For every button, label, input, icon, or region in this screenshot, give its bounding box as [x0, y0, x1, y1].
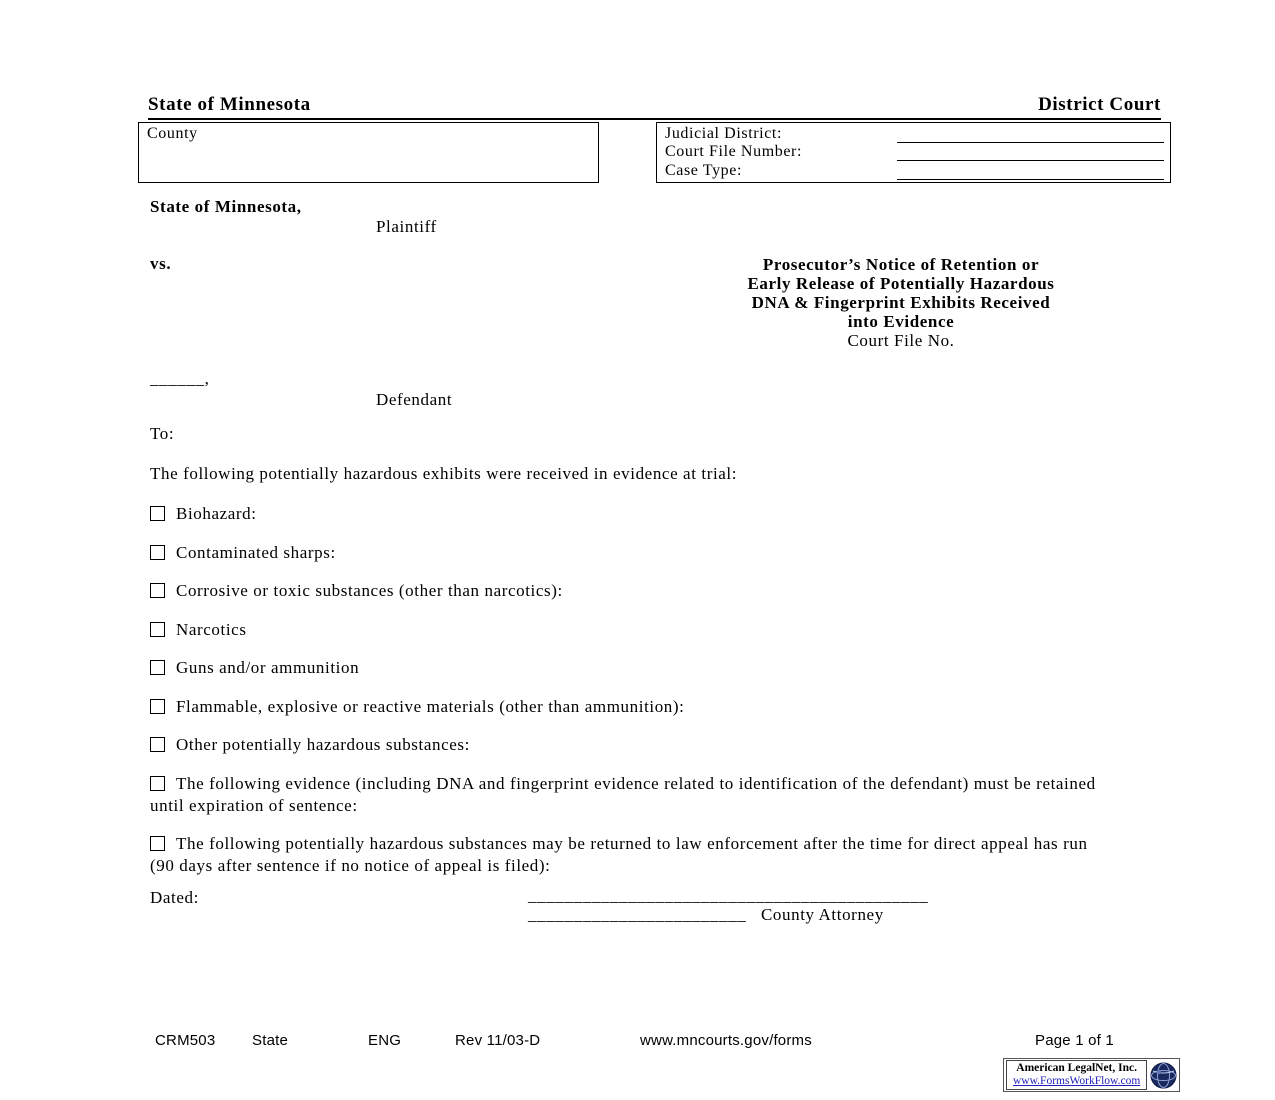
vs-label: vs.	[150, 254, 172, 273]
checkbox[interactable]	[150, 699, 165, 714]
checkbox[interactable]	[150, 622, 165, 637]
signature-blank-line[interactable]: ________________________	[528, 905, 747, 924]
form-number: CRM503	[155, 1032, 216, 1049]
notice-title-line-1: Prosecutor’s Notice of Retention or	[762, 255, 1040, 274]
checkbox-item-contaminated-sharps	[150, 542, 1115, 564]
checkbox-label: Contaminated sharps:	[176, 542, 336, 562]
court-file-number-label: Court File Number:	[665, 143, 803, 161]
checkbox-item-narcotics	[150, 619, 1115, 641]
county-label: County	[147, 125, 198, 142]
formsworkflow-link[interactable]: www.FormsWorkFlow.com	[1013, 1075, 1141, 1087]
checkbox-label: The following potentially hazardous substances may be returned to law enforcement after the time for direct appeal has run (90 days after sentence if no notice of appeal is filed):	[150, 834, 1088, 875]
notice-title-line-3: DNA & Fingerprint Exhibits Received	[751, 293, 1051, 312]
court-file-number-row	[665, 143, 1164, 162]
court-file-no-label: Court File No.	[847, 331, 955, 350]
judicial-district-blank[interactable]	[897, 127, 1164, 143]
checkbox[interactable]	[150, 737, 165, 752]
court-info-box	[656, 122, 1171, 183]
legalnet-text-box	[1006, 1060, 1147, 1090]
checkbox-item-return-to-law-enforcement	[150, 833, 1115, 877]
checkbox-label: The following evidence (including DNA and fingerprint evidence related to identification of the defendant) must be retained until expiration of sentence:	[150, 773, 1096, 815]
checkbox-item-guns-ammunition	[150, 657, 1115, 679]
checkbox[interactable]	[150, 776, 165, 791]
dated-blank-line[interactable]: ____________________________________________	[528, 886, 929, 905]
case-type-blank[interactable]	[897, 164, 1164, 180]
defendant-label: Defendant	[376, 390, 453, 409]
notice-title-line-2: Early Release of Potentially Hazardous	[747, 274, 1055, 293]
exhibit-checkbox-list	[150, 503, 1115, 894]
globe-icon	[1150, 1062, 1177, 1089]
checkbox-item-other-hazardous	[150, 734, 1115, 756]
signature-row	[528, 905, 884, 925]
checkbox-item-biohazard	[150, 503, 1115, 525]
plaintiff-name: State of Minnesota,	[150, 197, 302, 216]
notice-title	[656, 255, 1146, 350]
checkbox-label: Other potentially hazardous substances:	[176, 735, 470, 754]
court-file-number-blank[interactable]	[897, 145, 1164, 161]
checkbox-label: Narcotics	[176, 619, 247, 639]
checkbox-label: Flammable, explosive or reactive materials (other than ammunition):	[176, 696, 685, 716]
checkbox[interactable]	[150, 836, 165, 851]
plaintiff-label: Plaintiff	[376, 217, 437, 236]
form-language-label: ENG	[368, 1032, 402, 1049]
checkbox-label: Biohazard:	[176, 504, 257, 523]
to-label: To:	[150, 424, 175, 443]
checkbox[interactable]	[150, 506, 165, 521]
case-type-label: Case Type:	[665, 162, 743, 180]
checkbox-item-corrosive-toxic	[150, 580, 1115, 602]
checkbox[interactable]	[150, 660, 165, 675]
intro-text: The following potentially hazardous exhibits were received in evidence at trial:	[150, 464, 738, 483]
checkbox-label: Corrosive or toxic substances (other than narcotics):	[176, 581, 563, 600]
dated-label: Dated:	[150, 888, 199, 907]
page-number: Page 1 of 1	[1035, 1032, 1114, 1049]
checkbox-label: Guns and/or ammunition	[176, 658, 360, 677]
header-row	[148, 94, 1161, 120]
header-right-title: District Court	[1038, 94, 1161, 115]
defendant-name-blank[interactable]: ______,	[150, 369, 210, 388]
notice-title-line-4: into Evidence	[847, 312, 955, 331]
checkbox[interactable]	[150, 583, 165, 598]
county-box[interactable]	[138, 122, 599, 183]
form-revision-label: Rev 11/03-D	[455, 1032, 541, 1049]
legalnet-logo	[1003, 1058, 1180, 1092]
header-left-title: State of Minnesota	[148, 94, 311, 115]
legalnet-name: American LegalNet, Inc.	[1016, 1062, 1137, 1074]
judicial-district-label: Judicial District:	[665, 124, 783, 142]
courts-website-text: www.mncourts.gov/forms	[640, 1032, 812, 1049]
checkbox-item-retain-until-sentence-expiration	[150, 773, 1115, 817]
case-type-row	[665, 161, 1164, 180]
form-state-label: State	[252, 1032, 289, 1049]
checkbox[interactable]	[150, 545, 165, 560]
county-attorney-label: County Attorney	[760, 905, 884, 924]
judicial-district-row	[665, 124, 1164, 143]
checkbox-item-flammable-explosive	[150, 696, 1115, 718]
